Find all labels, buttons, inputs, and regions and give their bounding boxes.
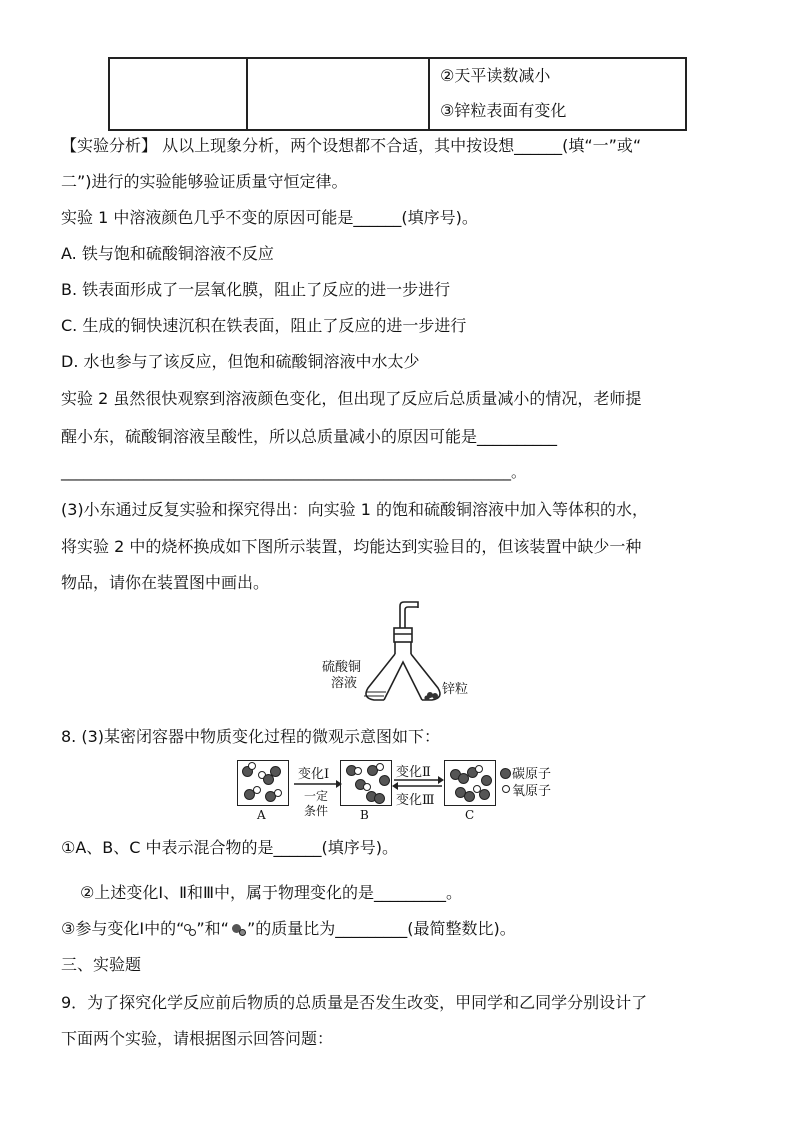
box-a: [237, 760, 289, 806]
analysis-line-2: 二”)进行的实验能够验证质量守恒定律。: [61, 172, 348, 191]
q8-item-3-part-2: ”和“: [196, 919, 229, 938]
q8-item-3: [61, 919, 516, 939]
exp2-line-1: 实验 2 虽然很快观察到溶液颜色变化，但出现了反应后总质量减小的情况，老师提: [61, 389, 642, 408]
legend-carbon: 碳原子: [512, 767, 552, 782]
box-b: [340, 760, 392, 806]
change-2-label: 变化Ⅱ: [396, 765, 431, 780]
option-b: B. 铁表面形成了一层氧化膜，阻止了反应的进一步进行: [61, 280, 451, 299]
label-solution: 溶液: [331, 676, 358, 691]
q3-line-1: (3)小东通过反复实验和探究得出：向实验 1 的饱和硫酸铜溶液中加入等体积的水，: [61, 500, 649, 519]
q8-item-1: ①A、B、C 中表示混合物的是______(填序号)。: [61, 838, 399, 857]
change-3-label: 变化Ⅲ: [396, 793, 435, 808]
q8-item-2: ②上述变化Ⅰ、Ⅱ和Ⅲ中，属于物理变化的是_________。: [80, 883, 462, 902]
exp2-line-2: 醒小东，硫酸铜溶液呈酸性，所以总质量减小的原因可能是__________: [61, 427, 558, 446]
table-line-2: ②天平读数减小: [440, 66, 551, 85]
oxygen-molecule-icon: [184, 923, 196, 937]
box-c-label: C: [465, 808, 475, 822]
results-table: [108, 57, 687, 131]
exp1-question: 实验 1 中溶液颜色几乎不变的原因可能是______(填序号)。: [61, 208, 478, 227]
table-line-3: ③锌粒表面有变化: [440, 101, 567, 120]
box-c: [444, 760, 496, 806]
q9-line-2: 下面两个实验，请根据图示回答问题：: [61, 1029, 334, 1048]
label-zinc-granules: 锌粒: [442, 682, 469, 697]
option-d: D. 水也参与了该反应，但饱和硫酸铜溶液中水太少: [61, 352, 420, 371]
answer-blank-line: ____________________________________________________________。: [61, 463, 527, 481]
option-a: A. 铁与饱和硫酸铜溶液不反应: [61, 244, 274, 263]
table-cell-2: [247, 58, 429, 130]
q9-line-1: 9．为了探究化学反应前后物质的总质量是否发生改变，甲同学和乙同学分别设计了: [61, 993, 648, 1012]
condition-label-2: 条件: [304, 804, 329, 818]
legend-oxygen: 氧原子: [512, 784, 552, 799]
q3-line-2: 将实验 2 中的烧杯换成如下图所示装置，均能达到实验目的，但该装置中缺少一种: [61, 537, 642, 556]
q8-item-3-part-1: ③参与变化Ⅰ中的“: [61, 919, 185, 938]
label-copper-sulfate: 硫酸铜: [322, 660, 362, 675]
table-cell-3: [429, 58, 686, 130]
q8-stem: 8. (3)某密闭容器中物质变化过程的微观示意图如下：: [61, 727, 441, 746]
carbon-atom-icon: [500, 768, 511, 779]
oxygen-atom-icon: [502, 785, 510, 793]
condition-label-1: 一定: [304, 789, 329, 803]
carbon-atom-glyph-icon: [229, 923, 247, 937]
box-b-label: B: [360, 808, 369, 822]
analysis-line-1: 【实验分析】 从以上现象分析，两个设想都不合适，其中按设想______(填“一”或“: [61, 136, 642, 155]
table-cell-1: [109, 58, 247, 130]
change-1-label: 变化Ⅰ: [298, 767, 330, 782]
q8-item-3-part-3: ”的质量比为_________(最简整数比)。: [246, 919, 516, 938]
section-3-heading: 三、实验题: [61, 955, 142, 974]
box-a-label: A: [257, 808, 266, 822]
option-c: C. 生成的铜快速沉积在铁表面，阻止了反应的进一步进行: [61, 316, 467, 335]
q3-line-3: 物品，请你在装置图中画出。: [61, 573, 270, 592]
